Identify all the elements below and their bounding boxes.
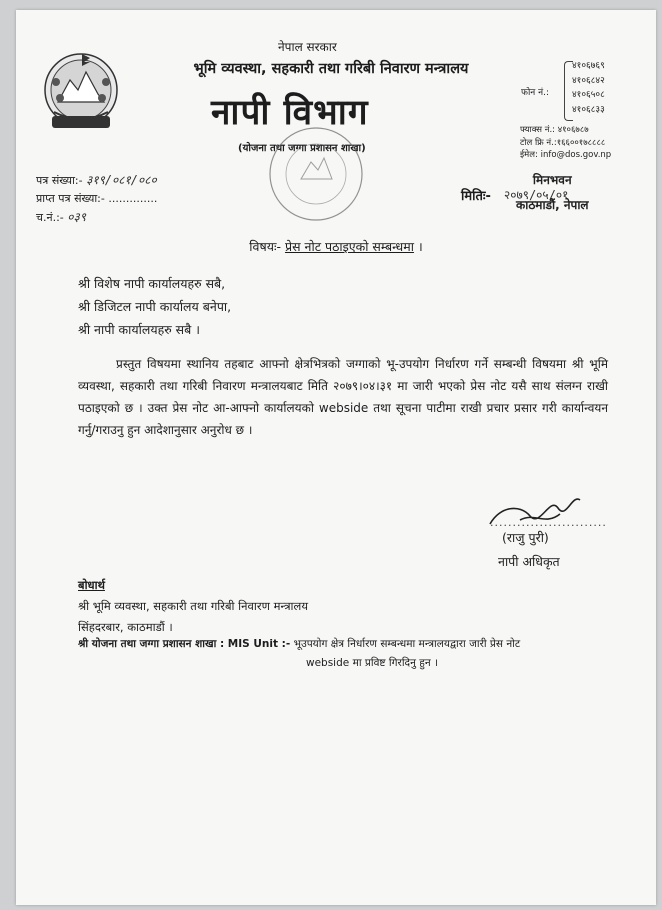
signatory-title: नापी अधिकृत — [498, 554, 560, 569]
subject-end: । — [417, 239, 423, 254]
department-name: नापी विभाग — [211, 92, 369, 133]
phone-number: ४१०६८४२ — [572, 75, 605, 86]
date-value: २०७९/०५/०१ — [504, 188, 569, 202]
subject-text: प्रेस नोट पठाइएको सम्बन्धमा — [284, 239, 414, 254]
cc-line: सिंहदरबार, काठमाडौं । — [78, 620, 173, 634]
ministry-name: भूमि व्यवस्था, सहकारी तथा गरिबी निवारण मन्त्रालय — [193, 61, 469, 77]
subject-label: विषयः- — [249, 239, 281, 254]
reference-block — [36, 171, 157, 227]
fax-tollfree-email — [520, 124, 611, 162]
addressee-list — [78, 272, 231, 341]
signature-dots: .......................... — [490, 516, 607, 529]
date-stamp-top: मिनभवन — [532, 173, 572, 187]
phone-number: ४१०६८३३ — [572, 104, 605, 115]
phone-number: ४१०६५०८ — [572, 90, 605, 100]
addressee: श्री नापी कार्यालयहरु सबै । — [78, 322, 200, 337]
cc-line: श्री भूमि व्यवस्था, सहकारी तथा गरिबी निवारण मन्त्रालय — [78, 599, 308, 613]
nepal-emblem-icon — [40, 42, 122, 142]
prapta-value: .............. — [108, 192, 158, 205]
phone-label: फोन नं.: — [521, 88, 550, 98]
signatory-name: (राजु पुरी) — [502, 530, 549, 545]
date-stamp-bottom: काठमाडौं, नेपाल — [516, 198, 589, 212]
chalani-value: ०३९ — [67, 210, 86, 224]
letter-page — [16, 10, 656, 905]
email-address: ईमेल: info@dos.gov.np — [520, 150, 612, 160]
tollfree-number: टोल फ्रि नं.:१६६००१७८८८८ — [520, 137, 606, 148]
government-name: नेपाल सरकार — [278, 40, 337, 54]
fax-number: फ्याक्स नं.: ४१०६७८७ — [520, 125, 589, 135]
phone-number: ४१०६७६९ — [572, 61, 605, 71]
branch-name: (योजना तथा जग्गा प्रशासन शाखा) — [238, 143, 366, 154]
date-stamp — [516, 174, 589, 212]
phone-list — [572, 59, 605, 117]
cc-line-mis — [78, 637, 520, 651]
prapta-label: प्राप्त पत्र संख्या:- — [36, 192, 105, 205]
cc-mis-continued: webside मा प्रविष्ट गिरदिनु हुन । — [306, 657, 439, 669]
cc-heading: बोधार्थ — [78, 578, 105, 592]
addressee: श्री डिजिटल नापी कार्यालय बनेपा, — [78, 299, 232, 314]
addressee: श्री विशेष नापी कार्यालयहरु सबै, — [78, 276, 226, 291]
date-label: मितिः- — [461, 189, 491, 204]
letter-body: प्रस्तुत विषयमा स्थानिय तहबाट आफ्नो क्षेत्रभित्रको जग्गाको भू-उपयोग निर्धारण गर्ने सम्बन्धी विषयमा श्री भूमि व्यवस्था, सहकारी तथा गरिबी निवारण मन्त्रालयबाट मिति २०७९।०४।३१ मा जारी भएको प्रेस नोट यसै साथ संलग्न राखी पठाइएको छ । उक्त प्रेस नोट आ-आफ्नो कार्यालयको webside तथा सूचना पाटीमा राखी प्रचार प्रसार गरी कार्यान्वयन गर्नु/गराउनु हुन आदेशानुसार अनुरोध छ । — [78, 357, 608, 437]
cc-mis-label: श्री योजना तथा जग्गा प्रशासन शाखा : MIS Unit :- — [78, 638, 291, 650]
patra-label: पत्र संख्या:- — [36, 174, 83, 187]
chalani-label: च.नं.:- — [36, 211, 64, 224]
subject-line — [16, 238, 656, 255]
office-seal-stamp — [266, 124, 366, 224]
cc-block — [78, 575, 308, 638]
cc-mis-text: भूउपयोग क्षेत्र निर्धारण सम्बन्धमा मन्त्रालयद्वारा जारी प्रेस नोट — [293, 638, 521, 650]
patra-value: ३१९/०८१/०८० — [86, 173, 157, 187]
